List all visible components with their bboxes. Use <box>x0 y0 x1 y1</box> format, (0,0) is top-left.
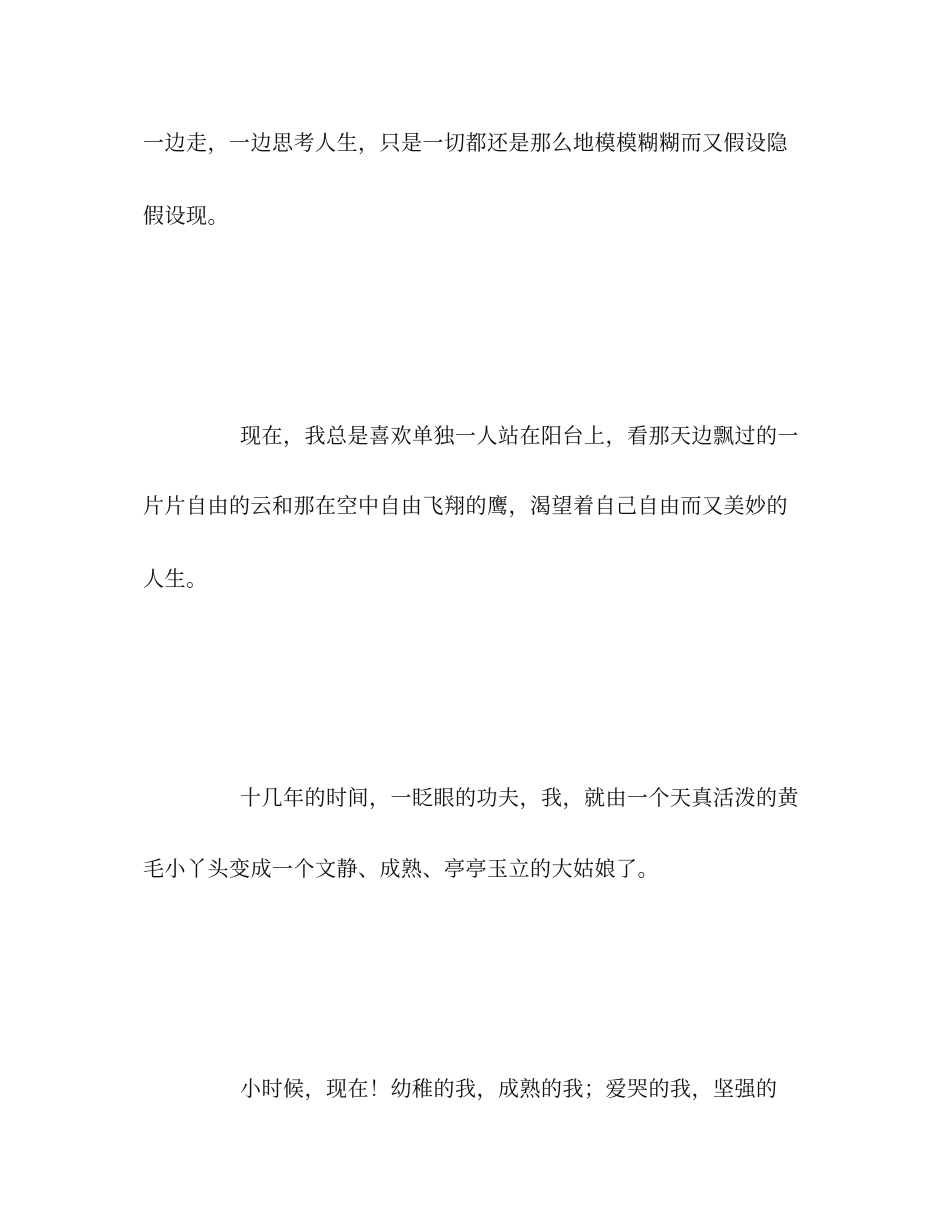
paragraph-3-line-1: 十几年的时间，一眨眼的功夫，我，就由一个天真活泼的黄 <box>240 786 799 810</box>
paragraph-4-line-1: 小时候，现在！幼稚的我，成熟的我；爱哭的我，坚强的 <box>240 1077 778 1101</box>
paragraph-1-line-2: 假设现。 <box>143 204 229 228</box>
paragraph-1-line-1: 一边走，一边思考人生，只是一切都还是那么地模模糊糊而又假设隐 <box>143 131 788 155</box>
paragraph-3-line-2: 毛小丫头变成一个文静、成熟、亭亭玉立的大姑娘了。 <box>143 857 659 881</box>
paragraph-2-line-2: 片片自由的云和那在空中自由飞翔的鹰，渴望着自己自由而又美妙的 <box>143 494 788 518</box>
paragraph-2-line-3: 人生。 <box>143 567 208 591</box>
paragraph-2-line-1: 现在，我总是喜欢单独一人站在阳台上，看那天边飘过的一 <box>240 424 799 448</box>
